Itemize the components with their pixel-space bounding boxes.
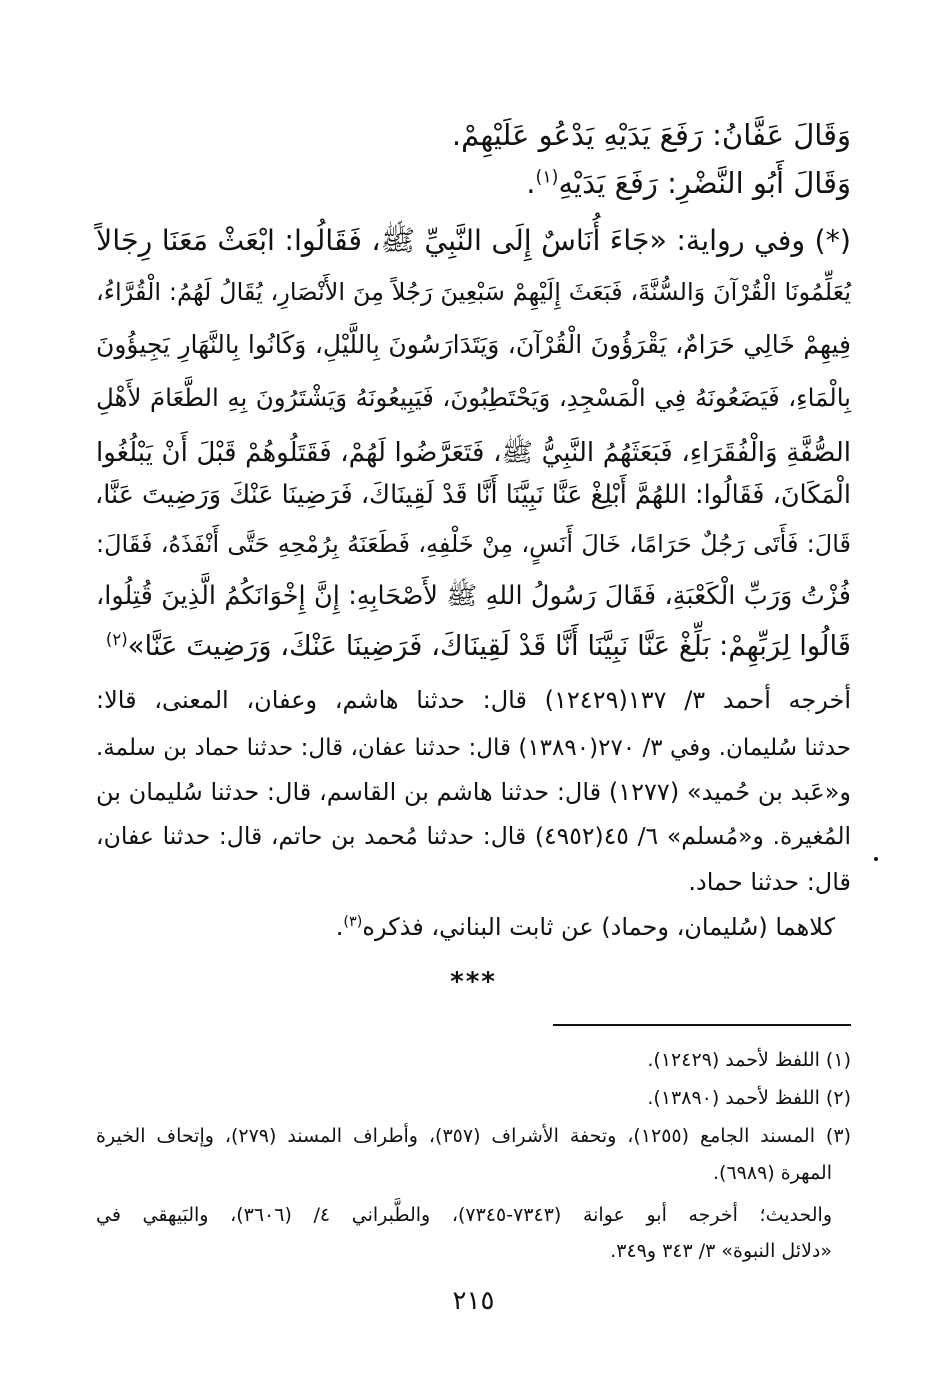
footnote-3: (٣) المسند الجامع (١٢٥٥)، وتحفة الأشراف (٣٥٧)، وأطراف المسند (٢٧٩)، وإتحاف الخيرة <box>96 1125 851 1147</box>
text-line-5: فِيهِمْ خَالِي حَرَامٌ، يَقْرَؤُونَ الْقُرْآنَ، وَيَتَدَارَسُونَ بِاللَّيْلِ، وَكَانُوا بِالنَّهَارِ يَجِيؤُونَ <box>96 330 851 359</box>
footnote-1: (١) اللفظ لأحمد (١٢٤٢٩). <box>647 1049 851 1071</box>
footnote-3-cont: المهرة (٦٩٨٩). <box>713 1162 832 1184</box>
footnote-ref-2[interactable]: (٢) <box>105 629 128 649</box>
text-line-9: قَالَ: فَأَتَى رَجُلٌ حَرَامًا، خَالَ أَنَسٍ، مِنْ خَلْفِهِ، فَطَعَنَهُ بِرُمْحِهِ حَتَّى أَنْفَذَهُ، فَقَالَ: <box>96 530 851 558</box>
text-line-2-body: وَقَالَ أَبُو النَّضْرِ: رَفَعَ يَدَيْهِ <box>558 166 851 200</box>
footnote-ref-1[interactable]: (١) <box>535 167 559 188</box>
footnote-3-note-cont: «دلائل النبوة» ٣/ ٣٤٣ و٣٤٩. <box>610 1240 832 1262</box>
source-line-6 <box>336 913 835 941</box>
margin-dot <box>874 857 878 861</box>
text-line-1: وَقَالَ عَفَّانُ: رَفَعَ يَدَيْهِ يَدْعُو عَلَيْهِمْ. <box>451 118 851 152</box>
source-line-1: أخرجه أحمد ٣/ ١٣٧(١٢٤٢٩) قال: حدثنا هاشم، وعفان، المعنى، قالا: <box>96 686 851 714</box>
source-line-5: قال: حدثنا حماد. <box>688 868 851 896</box>
source-line-3: و«عَبد بن حُميد» (١٢٧٧) قال: حدثنا هاشم بن القاسم، قال: حدثنا سُليمان بن <box>96 778 851 806</box>
source-line-2: حدثنا سُليمان. وفي ٣/ ٢٧٠(١٣٨٩٠) قال: حدثنا عفان، قال: حدثنا حماد بن سلمة. <box>96 735 851 761</box>
text-line-11-body: قَالُوا لِرَبِّهِمْ: بَلِّغْ عَنَّا نَبِيَّنَا أَنَّا قَدْ لَقِينَاكَ، فَرَضِينَا عَنْكَ، وَرَضِيتَ عَنَّا» <box>127 630 851 662</box>
source-line-6-body: كلاهما (سُليمان، وحماد) عن ثابت البناني، فذكره <box>362 913 835 941</box>
text-line-11 <box>106 630 851 662</box>
footnote-3-note: والحديث؛ أخرجه أبو عوانة (٧٣٤٣-٧٣٤٥)، والطَّبراني ٤/ (٣٦٠٦)، والبَيهقي في <box>96 1204 833 1226</box>
footnote-2: (٢) اللفظ لأحمد (١٣٨٩٠). <box>647 1087 851 1109</box>
text-line-2-end: . <box>526 166 536 200</box>
footnote-divider <box>553 1024 851 1026</box>
text-line-4: يُعَلِّمُونَا الْقُرْآنَ وَالسُّنَّةَ، فَبَعَثَ إِلَيْهِمْ سَبْعِينَ رَجُلاً مِنَ الأَنْصَارِ، يُقَالُ لَهُمُ: الْقُرَّاءُ، <box>96 278 851 306</box>
footnote-ref-3[interactable]: (٣) <box>343 914 363 930</box>
text-line-10: فُزْتُ وَرَبِّ الْكَعْبَةِ، فَقَالَ رَسُولُ اللهِ ﷺ لأَصْحَابِهِ: إِنَّ إِخْوَانَكُمُ الَّذِينَ قُتِلُوا، <box>96 581 851 611</box>
text-line-6: بِالْمَاءِ، فَيَضَعُونَهُ فِي الْمَسْجِدِ، وَيَحْتَطِبُونَ، فَيَبِيعُونَهُ وَيَشْتَرُونَ بِهِ الطَّعَامَ لأَهْلِ <box>96 383 851 412</box>
text-line-7: الصُّفَّةِ وَالْفُقَرَاءِ، فَبَعَثَهُمُ النَّبِيُّ ﷺ، فَتَعَرَّضُوا لَهُمْ، فَقَتَلُوهُمْ قَبْلَ أَنْ يَبْلُغُوا <box>96 438 851 468</box>
source-line-4: المُغيرة. و«مُسلم» ٦/ ٤٥(٤٩٥٢) قال: حدثنا مُحمد بن حاتم، قال: حدثنا عفان، <box>96 822 852 850</box>
page-number: ٢١٥ <box>452 1286 495 1316</box>
text-line-8: الْمَكَانَ، فَقَالُوا: اللهُمَّ أَبْلِغْ عَنَّا نَبِيَّنَا أَنَّا قَدْ لَقِينَاكَ، فَرَضِينَا عَنْكَ وَرَضِيتَ عَنَّا، <box>95 480 851 510</box>
text-line-3: (*) وفي رواية: «جَاءَ أُنَاسٌ إِلَى النَّبِيِّ ﷺ، فَقَالُوا: ابْعَثْ مَعَنَا رِجَالاً <box>96 224 851 257</box>
source-line-6-end: . <box>335 913 344 941</box>
text-line-2 <box>526 166 851 200</box>
section-separator: *** <box>450 967 497 997</box>
